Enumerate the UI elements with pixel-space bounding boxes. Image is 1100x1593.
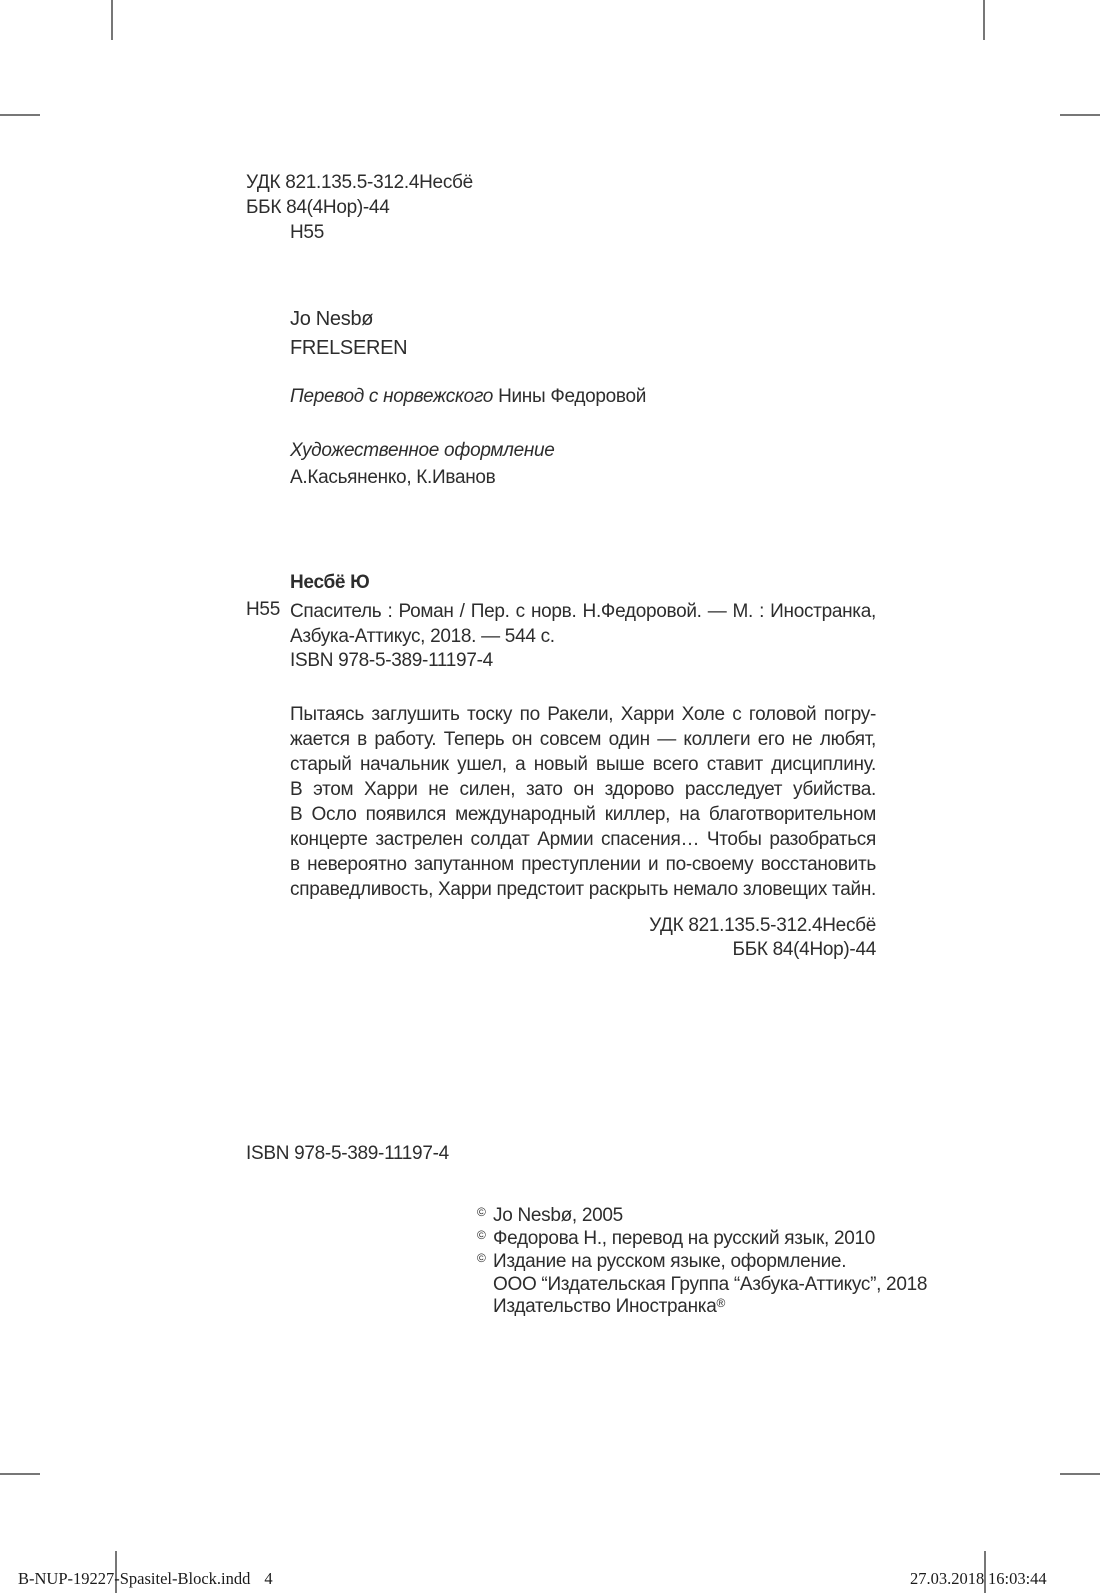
copyright-entry: [477, 1228, 927, 1251]
translator-name: Нины Федоровой: [498, 386, 647, 407]
annotation-line: концерте застрелен солдат Армии спасения… Чтобы разобраться: [290, 829, 876, 850]
annotation-line: В этом Харри не силен, зато он здорово расследует убийства.: [290, 779, 876, 800]
copyright-continuation: [477, 1296, 927, 1319]
catalog-heading: Несбё Ю: [290, 572, 370, 593]
designer-names: А.Касьяненко, К.Иванов: [290, 467, 496, 488]
crop-mark: [0, 114, 40, 116]
registered-mark: ®: [716, 1296, 726, 1310]
copyright-text: Jo Nesbø, 2005: [493, 1205, 623, 1226]
crop-mark: [111, 0, 113, 40]
catalog-author-sign: Н55: [246, 599, 280, 620]
catalog-isbn: ISBN 978-5-389-11197-4: [290, 650, 493, 671]
copyright-text: Издание на русском языке, оформление.: [493, 1251, 847, 1272]
publisher-name: Издательство Иностранка: [493, 1296, 717, 1317]
crop-mark: [984, 1551, 986, 1593]
design-credit: [290, 437, 555, 491]
catalog-line: Спаситель : Роман / Пер. с норв. Н.Федоровой. — М. : Иностранка,: [290, 601, 876, 622]
annotation-line: Пытаясь заглушить тоску по Ракели, Харри Холе с головой погру-: [290, 704, 876, 725]
classification-block: [246, 170, 473, 245]
udk-code: УДК 821.135.5-312.4Несбё: [649, 915, 876, 936]
footer-date: 27.03.2018: [910, 1569, 985, 1588]
crop-mark: [983, 0, 985, 40]
original-title-block: [290, 305, 407, 363]
original-author: Jo Nesbø: [290, 308, 374, 330]
annotation-line: старый начальник ушел, а новый выше всего ставит дисциплину.: [290, 754, 876, 775]
catalog-line: Азбука-Аттикус, 2018. — 544 с.: [290, 626, 555, 647]
crop-mark: [0, 1473, 40, 1475]
copyright-block: [477, 1205, 927, 1319]
copyright-symbol: ©: [477, 1228, 486, 1242]
isbn: ISBN 978-5-389-11197-4: [246, 1143, 449, 1164]
bbk-code: ББК 84(4Нор)-44: [246, 197, 390, 218]
copyright-continuation: ООО “Издательская Группа “Азбука-Аттикус”, 2018: [493, 1274, 928, 1295]
catalog-description: [290, 599, 876, 649]
bbk-code: ББК 84(4Нор)-44: [732, 939, 876, 960]
copyright-text: Федорова Н., перевод на русский язык, 2010: [493, 1228, 876, 1249]
copyright-symbol: ©: [477, 1251, 486, 1265]
footer-page-number: 4: [264, 1569, 273, 1588]
copyright-entry: [477, 1251, 927, 1274]
crop-mark: [1060, 1473, 1100, 1475]
crop-mark: [1060, 114, 1100, 116]
classification-block-right: [649, 914, 876, 962]
original-title: FRELSEREN: [290, 337, 408, 359]
annotation-line: В Осло появился международный киллер, на благотворительном: [290, 804, 876, 825]
author-sign: Н55: [290, 222, 324, 243]
udk-code: УДК 821.135.5-312.4Несбё: [246, 172, 473, 193]
design-label: Художественное оформление: [290, 440, 555, 461]
footer-time: 16:03:44: [988, 1569, 1047, 1588]
footer-file-info: [18, 1569, 273, 1589]
copyright-symbol: ©: [477, 1205, 486, 1219]
annotation-line: в невероятно запутанном преступлении и по-своему восстановить: [290, 854, 876, 875]
annotation-line: жается в работу. Теперь он совсем один — коллеги его не любят,: [290, 729, 876, 750]
annotation-paragraph: [290, 702, 876, 902]
translation-label: Перевод с норвежского: [290, 386, 494, 407]
footer-filename: B-NUP-19227-Spasitel-Block.indd: [18, 1569, 251, 1588]
copyright-entry: [477, 1205, 927, 1228]
translation-credit: [290, 386, 646, 408]
annotation-line: справедливость, Харри предстоит раскрыть немало зловещих тайн.: [290, 879, 876, 900]
